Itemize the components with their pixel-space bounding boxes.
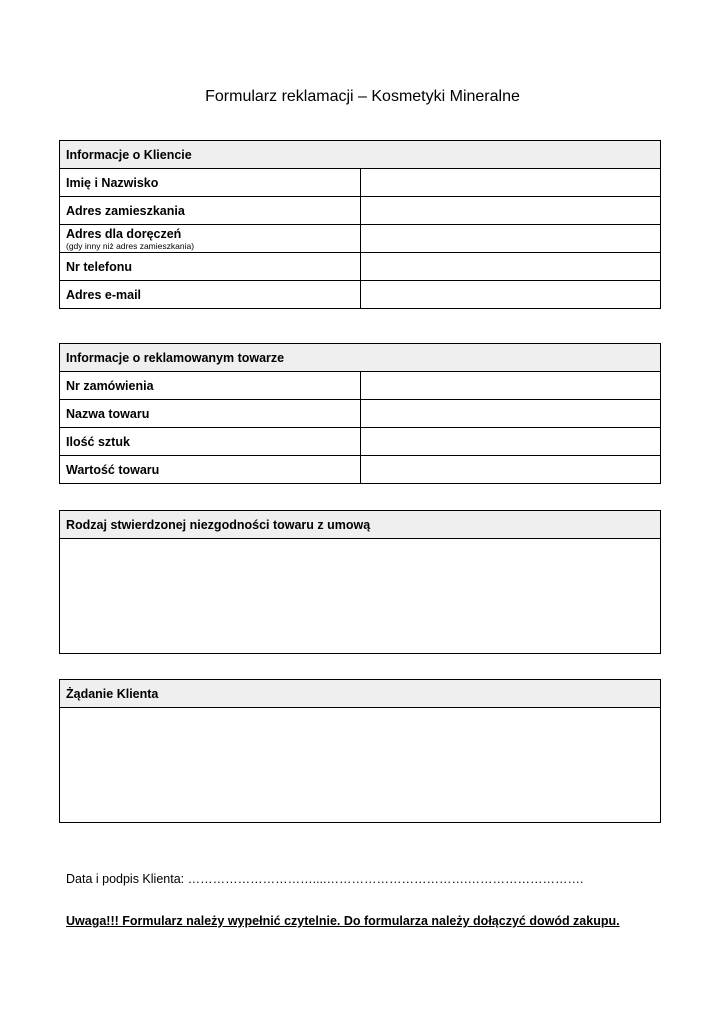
delivery-address-label-cell: [60, 225, 361, 253]
quantity-label: Ilość sztuk: [60, 428, 361, 456]
legibility-note: Uwaga!!! Formularz należy wypełnić czytelnie. Do formularza należy dołączyć dowód zakupu.: [66, 914, 620, 928]
product-info-header: Informacje o reklamowanym towarze: [60, 344, 661, 372]
customer-info-table: [59, 140, 661, 309]
nonconformity-table: [59, 510, 661, 654]
delivery-address-field[interactable]: [360, 225, 661, 253]
customer-demand-field[interactable]: [60, 708, 661, 823]
nonconformity-header: Rodzaj stwierdzonej niezgodności towaru z umową: [60, 511, 661, 539]
product-name-label: Nazwa towaru: [60, 400, 361, 428]
signature-line: Data i podpis Klienta: …………………………....…………………………….……………………….: [66, 872, 584, 886]
full-name-label: Imię i Nazwisko: [60, 169, 361, 197]
full-name-field[interactable]: [360, 169, 661, 197]
delivery-address-note: (gdy inny niż adres zamieszkania): [66, 240, 195, 251]
page-title: Formularz reklamacji – Kosmetyki Mineralne: [205, 88, 520, 105]
customer-info-header: Informacje o Kliencie: [60, 141, 661, 169]
home-address-field[interactable]: [360, 197, 661, 225]
phone-field[interactable]: [360, 253, 661, 281]
product-value-field[interactable]: [360, 456, 661, 484]
customer-demand-header: Żądanie Klienta: [60, 680, 661, 708]
order-number-label: Nr zamówienia: [60, 372, 361, 400]
home-address-label: Adres zamieszkania: [60, 197, 361, 225]
product-value-label: Wartość towaru: [60, 456, 361, 484]
quantity-field[interactable]: [360, 428, 661, 456]
email-label: Adres e-mail: [60, 281, 361, 309]
customer-demand-table: [59, 679, 661, 823]
product-info-table: [59, 343, 661, 484]
email-field[interactable]: [360, 281, 661, 309]
delivery-address-label: Adres dla doręczeń: [66, 226, 182, 241]
nonconformity-field[interactable]: [60, 539, 661, 654]
product-name-field[interactable]: [360, 400, 661, 428]
order-number-field[interactable]: [360, 372, 661, 400]
phone-label: Nr telefonu: [60, 253, 361, 281]
